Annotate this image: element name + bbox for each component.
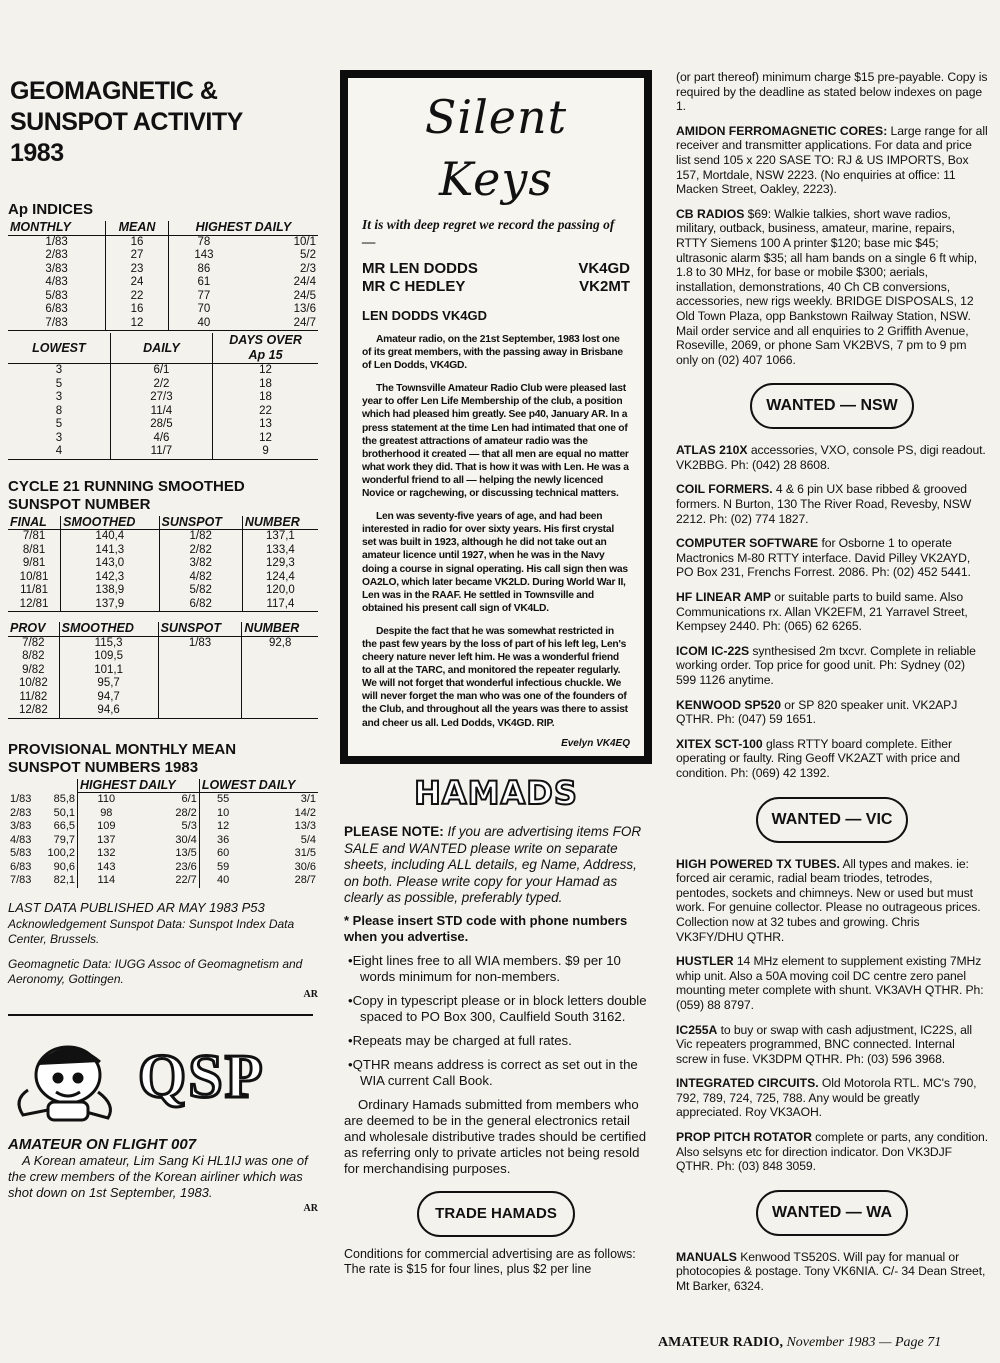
table-cell: 22/7: [175, 874, 197, 886]
table-row: [8, 235, 318, 249]
table-cell: 31/5: [294, 847, 316, 859]
table-cell: 138,9: [61, 584, 159, 598]
table-cell: 115,3: [59, 636, 158, 650]
classified-ad: [676, 443, 988, 472]
silent-keys-name-row: MR LEN DODDS VK4GD: [362, 260, 630, 277]
table-cell: 120,0: [242, 584, 318, 598]
table-row: [8, 557, 318, 571]
table-cell: 30/4: [175, 833, 197, 846]
table-cell: 9/82: [22, 663, 45, 676]
table-cell: 10: [199, 807, 246, 821]
ap-indices-table: [8, 221, 318, 331]
table-cell: 66,5: [53, 820, 76, 832]
ad-text: synthesised 2m txcvr. Complete in reliable working order. Top price for good unit. Ph: Sydney (02) 599 1126 anytime.: [676, 643, 976, 687]
table-cell: 4/83: [10, 833, 32, 846]
classified-ad: [676, 857, 988, 945]
table-cell: 61: [168, 276, 239, 290]
ad-text: 14 MHz element to supplement existing 7MHz whip unit. Also a 50A moving coil DC centre zero panel mounting meter complete with shunt. VK3AVH QTHR. Ph: (059) 88 8797.: [676, 954, 984, 1012]
wanted-wa-badge: WANTED — WA: [676, 1190, 988, 1236]
table-cell: 16: [106, 235, 169, 249]
table-cell: 94,7: [59, 691, 158, 705]
prov-header-sunspot: SUNSPOT: [158, 622, 242, 636]
classified-ad: [676, 1250, 988, 1294]
classified-ad: [676, 482, 988, 526]
table-row: [8, 249, 318, 263]
table-cell: 2/82: [159, 544, 242, 558]
table-cell: 3: [55, 364, 63, 376]
table-cell: 24/7: [293, 316, 316, 329]
table-row: [8, 276, 318, 290]
table-row: [8, 861, 318, 875]
silent-keys-box: [340, 70, 652, 764]
ap-header-daily: DAILY: [110, 333, 212, 364]
table-cell: 6/82: [159, 598, 242, 612]
table-cell: 11/81: [20, 584, 49, 596]
table-cell: 11/82: [19, 690, 48, 703]
table-cell: 86: [168, 263, 239, 277]
table-cell: 60: [199, 847, 246, 861]
table-cell: 11/7: [110, 445, 212, 459]
silent-keys-paragraph: Amateur radio, on the 21st September, 1983 lost one of its great members, with the passing away in Brisbane of Len Dodds, VK4GD.: [362, 334, 623, 372]
ap-header-highest: HIGHEST DAILY: [168, 221, 318, 235]
table-cell: 82,1: [53, 874, 76, 886]
table-cell: 1/82: [159, 530, 242, 544]
table-row: [8, 847, 318, 861]
table-cell: 12: [213, 432, 318, 446]
table-cell: 23: [106, 263, 169, 277]
std-note: * Please insert STD code with phone numbers when you advertise.: [344, 912, 628, 944]
table-cell: 10/1: [293, 235, 316, 248]
table-cell: 7/82: [22, 636, 45, 649]
table-cell: 7/81: [22, 530, 46, 542]
table-cell: 13: [213, 418, 318, 432]
table-row: [8, 303, 318, 317]
please-note: PLEASE NOTE: If you are advertising items FOR SALE and WANTED please write on separate sheets, including ALL details, eg Name, Address, on both. Please write copy for your Hamad as clearly as possible, preferably typed.: [344, 824, 642, 905]
table-cell: 9/81: [22, 557, 46, 569]
prov-header-number: NUMBER: [242, 622, 318, 636]
table-cell: 3: [55, 391, 63, 403]
table-cell: 24/5: [293, 289, 316, 302]
ad-heading: COIL FORMERS.: [676, 482, 773, 497]
classified-ad: [676, 737, 988, 781]
last-data-note: LAST DATA PUBLISHED AR MAY 1983 P53: [8, 899, 265, 915]
table-cell: 40: [168, 317, 239, 331]
table-row: [8, 584, 318, 598]
table-row: [8, 263, 318, 277]
table-row: [8, 445, 318, 459]
table-cell: 14/2: [294, 806, 316, 819]
table-row: [8, 820, 318, 834]
table-row: [8, 405, 318, 419]
page-footer: AMATEUR RADIO, November 1983 — Page 71: [658, 1335, 942, 1350]
table-cell: [242, 664, 318, 678]
table-cell: 132: [78, 847, 135, 861]
ar-sign: AR: [303, 988, 318, 1000]
ad-heading: CB RADIOS: [676, 206, 745, 221]
table-cell: 8: [55, 404, 63, 417]
geomagnetic-title: GEOMAGNETIC & SUNSPOT ACTIVITY 1983: [10, 77, 243, 167]
table-cell: 4/82: [159, 571, 242, 585]
table-cell: 133,4: [242, 544, 318, 558]
ap-header-mean: MEAN: [106, 221, 169, 235]
table-row: [8, 793, 318, 807]
table-cell: 109,5: [59, 650, 158, 664]
cycle-title: CYCLE 21 RUNNING SMOOTHED SUNSPOT NUMBER: [8, 477, 245, 513]
table-row: [8, 598, 318, 612]
table-cell: [242, 650, 318, 664]
table-cell: 7/83: [45, 316, 68, 329]
ad-heading: HF LINEAR AMP: [676, 590, 772, 605]
cycle-header-smoothed: SMOOTHED: [61, 516, 159, 530]
ap-header-lowest: LOWEST: [8, 333, 110, 364]
provisional-mean-table: [8, 779, 318, 888]
silent-keys-name-row: MR C HEDLEY VK2MT: [362, 278, 630, 295]
table-cell: 100,2: [47, 847, 76, 859]
table-cell: 22: [213, 405, 318, 419]
table-cell: 90,6: [53, 860, 76, 873]
table-cell: 137: [78, 834, 135, 848]
table-cell: 143: [78, 861, 135, 875]
hamads-bullet: •QTHR means address is correct as set out in the WIA current Call Book.: [348, 1056, 638, 1088]
table-row: [8, 378, 318, 392]
classifieds-column: [676, 70, 988, 1294]
silent-keys-title: Silent Keys: [424, 90, 568, 206]
table-cell: 8/82: [22, 650, 45, 662]
table-cell: 5: [55, 377, 63, 390]
table-cell: 140,4: [61, 530, 159, 544]
classified-ad: [676, 207, 988, 368]
cycle-header-sunspot: SUNSPOT: [159, 516, 242, 530]
table-cell: [158, 704, 242, 718]
hamads-logo: HAMADS: [414, 774, 578, 812]
ad-text: glass RTTY board complete. Either operating or faulty. Ring Geoff VK2AZT with price and condition. Ph: (069) 42 1392.: [676, 736, 960, 780]
table-cell: 5/3: [181, 820, 197, 832]
table-cell: 16: [106, 303, 169, 317]
table-cell: 5/82: [159, 584, 242, 598]
table-cell: [242, 691, 318, 705]
classified-ad: [676, 1130, 988, 1174]
table-cell: 12: [199, 820, 246, 834]
table-row: [8, 544, 318, 558]
table-cell: 28/5: [110, 418, 212, 432]
table-cell: 12: [213, 364, 318, 378]
table-cell: [158, 664, 242, 678]
trade-hamads-badge: TRADE HAMADS: [340, 1191, 652, 1237]
table-row: [8, 704, 318, 718]
table-cell: 117,4: [242, 598, 318, 612]
table-cell: 10/82: [18, 677, 48, 689]
trade-ads: [676, 124, 988, 368]
table-cell: 10/81: [19, 570, 49, 583]
continuation-text: (or part thereof) minimum charge $15 pre-payable. Copy is required by the deadline as stated below indexes on page 1.: [676, 70, 988, 114]
table-row: [8, 650, 318, 664]
table-row: [8, 691, 318, 705]
ad-text: or SP 820 speaker unit. VK2APJ QTHR. Ph: (047) 59 1651.: [676, 697, 958, 727]
table-cell: 2/83: [45, 249, 68, 261]
qsp-logo: QSP: [138, 1043, 265, 1111]
conditions-note: Conditions for commercial advertising are as follows: The rate is $15 for four lines, plus $2 per line: [344, 1246, 636, 1276]
table-cell: 11/4: [110, 405, 212, 419]
classified-ad: [676, 536, 988, 580]
table-cell: 5: [55, 418, 63, 430]
ad-text: Old Motorola RTL. MC's 790, 792, 789, 724, 725, 788. Any would be greatly appreciated. Roy VK3AOH.: [676, 1076, 977, 1120]
table-cell: 13/6: [293, 303, 316, 315]
ad-heading: ATLAS 210X: [676, 443, 748, 458]
table-cell: 12/81: [19, 597, 49, 610]
ad-text: for Osborne 1 to operate Mactronics M-80 RTTY interface. David Pilley VK2AYD, PO Box 231, Frenchs Forrest. 2086. Ph: (02) 452 5441.: [676, 536, 971, 580]
ad-heading: INTEGRATED CIRCUITS.: [676, 1076, 819, 1091]
table-cell: 30/6: [294, 860, 316, 873]
table-cell: 24: [106, 276, 169, 290]
qsp-body: A Korean amateur, Lim Sang Ki HL1IJ was one of the crew members of the Korean airliner which was shot down on 1st September, 1983.: [8, 1152, 308, 1200]
cycle-header-number: NUMBER: [242, 516, 318, 530]
ap-header-monthly: MONTHLY: [8, 221, 106, 235]
ad-heading: ICOM IC-22S: [676, 643, 750, 658]
table-cell: [158, 650, 242, 664]
pm-header-highest: HIGHEST DAILY: [78, 779, 200, 793]
classified-ad: [676, 698, 988, 727]
ad-heading: AMIDON FERROMAGNETIC CORES:: [676, 123, 888, 138]
table-cell: 98: [78, 807, 135, 821]
qsp-headline: AMATEUR ON FLIGHT 007: [8, 1135, 197, 1153]
ad-heading: KENWOOD SP520: [676, 697, 781, 712]
classified-ad: [676, 644, 988, 688]
table-cell: 4: [55, 445, 63, 457]
classified-ad: [676, 1023, 988, 1067]
classified-ad: [676, 124, 988, 197]
table-cell: 94,6: [59, 704, 158, 718]
table-cell: 36: [199, 834, 246, 848]
table-cell: 12: [106, 317, 169, 331]
table-cell: 8/81: [22, 543, 46, 556]
table-cell: 22: [106, 290, 169, 304]
table-cell: 18: [213, 391, 318, 405]
table-cell: [158, 691, 242, 705]
geomagnetic-column: [8, 70, 318, 1214]
table-cell: 2/3: [300, 262, 316, 275]
ad-text: to buy or swap with cash adjustment, IC22S, all Vic repeaters programmed, BNC connected. Internal screw in fuse. VK3DPM QTHR. Ph: (03) 596 3968.: [676, 1022, 972, 1066]
hamads-bullet: •Copy in typescript please or in block letters double spaced to PO Box 300, Caulfield South 3162.: [348, 992, 647, 1024]
table-cell: 143,0: [61, 557, 159, 571]
table-cell: 124,4: [242, 571, 318, 585]
table-cell: 109: [78, 820, 135, 834]
table-cell: 28/2: [175, 806, 197, 819]
qsp-header: [8, 1028, 318, 1128]
table-cell: 9: [213, 445, 318, 459]
ad-heading: XITEX SCT-100: [676, 736, 763, 751]
table-cell: 6/1: [181, 793, 197, 805]
ad-text: or suitable parts to build same. Also Communications rx. Allan VK2EFM, 21 Yarravel Street, Kempsey 2440. Ph: (065) 62 6265.: [676, 590, 968, 634]
table-cell: 27/3: [110, 391, 212, 405]
silent-keys-column: [340, 70, 652, 1277]
table-cell: 129,3: [242, 557, 318, 571]
table-cell: 1/83: [45, 235, 68, 248]
table-cell: [158, 677, 242, 691]
table-cell: 12/82: [18, 704, 48, 716]
pm-header-lowest: LOWEST DAILY: [199, 779, 318, 793]
table-cell: [242, 704, 318, 718]
table-cell: 92,8: [242, 636, 318, 650]
table-cell: 5/83: [45, 289, 68, 302]
table-cell: 3/82: [159, 557, 242, 571]
table-cell: 85,8: [53, 792, 76, 805]
table-cell: 5/83: [10, 847, 32, 859]
cycle-table: [8, 516, 318, 613]
ad-text: Large range for all receiver and transmitter applications. For data and price list send 105 x 220 SASE TO: RJ & US IMPORTS, Box 157, Mortdale, NSW 2223. (No enquiries at office: 11 Macken Street, Oakley, 2223).: [676, 123, 988, 197]
ad-text: complete or parts, any condition. Also selsyns etc for direction indicator. Don VK3DJF QTHR. Ph: (03) 848 3059.: [676, 1130, 989, 1174]
table-cell: 28/7: [294, 874, 316, 886]
prov-header-smoothed: SMOOTHED: [59, 622, 158, 636]
table-row: [8, 874, 318, 888]
table-row: [8, 290, 318, 304]
table-cell: 13/5: [175, 847, 197, 859]
table-cell: 40: [199, 874, 246, 888]
wanted-nsw-ads: [676, 443, 988, 780]
table-cell: 4/83: [45, 276, 68, 288]
table-row: [8, 418, 318, 432]
table-cell: 3/83: [10, 820, 32, 832]
table-cell: 79,7: [53, 833, 76, 846]
table-cell: 137,1: [242, 530, 318, 544]
table-row: [8, 677, 318, 691]
wanted-wa-ads: [676, 1250, 988, 1294]
provisional-mean-title: PROVISIONAL MONTHLY MEAN SUNSPOT NUMBERS 1983: [8, 740, 237, 776]
table-cell: 27: [106, 249, 169, 263]
ad-heading: MANUALS: [676, 1249, 737, 1264]
table-cell: 70: [168, 303, 239, 317]
silent-keys-intro: It is with deep regret we record the passing of —: [362, 217, 615, 249]
table-cell: 24/4: [293, 276, 316, 288]
ap-indices-title: Ap INDICES: [8, 201, 94, 218]
table-cell: [242, 677, 318, 691]
table-row: [8, 432, 318, 446]
table-cell: 78: [168, 235, 239, 249]
table-cell: 137,9: [61, 598, 159, 612]
table-cell: 5/2: [300, 249, 316, 261]
table-row: [8, 317, 318, 331]
table-cell: 95,7: [59, 677, 158, 691]
wanted-nsw-badge: WANTED — NSW: [676, 383, 988, 429]
ad-heading: PROP PITCH ROTATOR: [676, 1130, 812, 1145]
table-cell: 101,1: [59, 664, 158, 678]
table-cell: 1/83: [158, 636, 242, 650]
table-cell: 77: [168, 290, 239, 304]
silent-keys-paragraph: Len was seventy-five years of age, and had been interested in radio for over sixty years. His first crystal set was built in 1923, although he did not take out an amateur licence until 1927, when he was in the Navy doing a course in signal operating. His call sign then was OA2LO, which later became VK2LD. During World War II, Len was in the RAAF. He settled in Townsville and obtained his present call sign of VK4LD.: [362, 511, 628, 614]
geomag-data-note: Geomagnetic Data: IUGG Assoc of Geomagnetism and Aeronomy, Gottingen.: [8, 956, 303, 986]
table-cell: 6/83: [10, 860, 32, 873]
table-row: [8, 391, 318, 405]
ad-text: Kenwood TS520S. Will pay for manual or photocopies & postage. Tony VK6NIA. C/- 34 Dean Street, Mt Barker, 6324.: [676, 1249, 986, 1294]
hamads-bullet: •Repeats may be charged at full rates.: [348, 1032, 572, 1048]
table-cell: 4/6: [110, 432, 212, 446]
wanted-vic-badge: WANTED — VIC: [676, 797, 988, 843]
ad-heading: IC255A: [676, 1022, 718, 1037]
table-row: [8, 364, 318, 378]
table-cell: 6/83: [45, 303, 68, 315]
table-cell: 50,1: [53, 806, 76, 819]
table-cell: 114: [78, 874, 135, 888]
ack-note: Acknowledgement Sunspot Data: Sunspot Index Data Center, Brussels.: [8, 916, 295, 946]
silent-keys-signature: Evelyn VK4EQ: [561, 737, 630, 749]
table-cell: 59: [199, 861, 246, 875]
mascot-illustration: [8, 1030, 128, 1125]
silent-keys-subhead: LEN DODDS VK4GD: [362, 308, 487, 323]
table-cell: 5/4: [300, 833, 316, 846]
silent-keys-paragraph: Despite the fact that he was somewhat restricted in the past few years by the loss of part of his left leg, Len's cheery nature never left him. He was a wonderful friend to all at the TARC, and monitored the repeater regularly. We will not forget that wonderful infectious chuckle. We will never forget the man who was one of the founders of the Club, and throughout all the years was there to assist and cheer us all. Led Dodds, VK4GD. RIP.: [362, 625, 628, 729]
ad-text: All types and makes. ie: forced air ceramic, radial beam triodes, tetrodes, pentodes, sockets and chimneys. New or used but must work. For genuine collector. Please no outrageous prices. Collection now at 32 tubes and growing. Chris VK3FY/DHU QTHR.: [676, 856, 981, 944]
cycle-header-final: FINAL: [8, 516, 61, 530]
wanted-vic-ads: [676, 857, 988, 1174]
table-cell: 7/83: [10, 874, 32, 886]
prov-header-prov: PROV: [8, 622, 59, 636]
ad-heading: HUSTLER: [676, 954, 734, 969]
table-cell: 2/83: [10, 806, 32, 819]
table-cell: 6/1: [110, 364, 212, 378]
table-cell: 13/3: [294, 820, 316, 832]
table-cell: 1/83: [10, 792, 32, 805]
classified-ad: [676, 954, 988, 1012]
ad-heading: COMPUTER SOFTWARE: [676, 536, 819, 551]
ap-header-days-over: DAYS OVER Ap 15: [213, 333, 318, 364]
table-cell: 143: [168, 249, 239, 263]
classified-ad: [676, 1076, 988, 1120]
table-cell: 3/1: [300, 793, 316, 805]
table-row: [8, 571, 318, 585]
ad-heading: HIGH POWERED TX TUBES.: [676, 856, 840, 871]
table-row: [8, 664, 318, 678]
ad-text: $69: Walkie talkies, short wave radios, military, outback, business, amateur, marine, repairs, RTTY Siemens 100 A printer $120; base mic $45; ultrasonic alarm $35; all ham bands on a single 6 ft whip, 1.8 to 30 MHz, for base or mobile $300; aerials, installation, demonstrations, 40 Ch CB conversions, accessories, new rigs weekly. BRIDGE DISPOSALS, 12 Old Town Plaza, opp Bankstown Railway Station, NSW. Mail order service and all enquiries to 2 Griffith Avenue, Roseville, 2069, or phone Sam VK2BVS, 7 pm to 9 pm only on (02) 407 1066.: [676, 206, 978, 367]
table-cell: 3: [55, 431, 63, 444]
table-row: [8, 807, 318, 821]
column-divider: [8, 1014, 313, 1016]
ad-text: 4 & 6 pin UX base ribbed & grooved formers. N Burton, 130 The River Road, Revesby, NSW 2212. Ph: (02) 774 1827.: [676, 482, 972, 526]
table-cell: 55: [199, 793, 246, 807]
table-cell: 18: [213, 378, 318, 392]
silent-keys-paragraph: The Townsville Amateur Radio Club were pleased last year to offer Len Life Membership of the club, a position which had pleased him greatly. See p40, January AR. In a press statement at the time Len had intimated that one of the greatest attractions of amateur radio was the brotherhood it created — that all men are equal no matter what work they did. That is how it was with Len. He was a wonderful friend to all — helping the newly licenced Novice or ragchewing, or discussing technical matters.: [362, 383, 629, 500]
table-cell: 142,3: [61, 571, 159, 585]
table-cell: 2/2: [110, 378, 212, 392]
ap-lowest-table: [8, 333, 318, 460]
table-cell: 141,3: [61, 544, 159, 558]
table-cell: 110: [78, 793, 135, 807]
prov-table: [8, 622, 318, 719]
table-row: [8, 530, 318, 544]
ad-text: accessories, VXO, console PS, digi readout. VK2BBG. Ph: (042) 28 8608.: [676, 443, 986, 472]
table-row: [8, 636, 318, 650]
table-cell: 3/83: [45, 262, 68, 275]
table-cell: 23/6: [175, 860, 197, 873]
qsp-ar-sign: AR: [303, 1202, 318, 1214]
hamads-bullet: •Eight lines free to all WIA members. $9 per 10 words minimum for non-members.: [348, 952, 621, 984]
ordinary-hamads-note: Ordinary Hamads submitted from members who are deemed to be in the general electronics retail and wholesale distributive trades should be certified as referring only to private articles not being resold for merchandising purposes.: [344, 1096, 647, 1176]
classified-ad: [676, 590, 988, 634]
table-row: [8, 834, 318, 848]
